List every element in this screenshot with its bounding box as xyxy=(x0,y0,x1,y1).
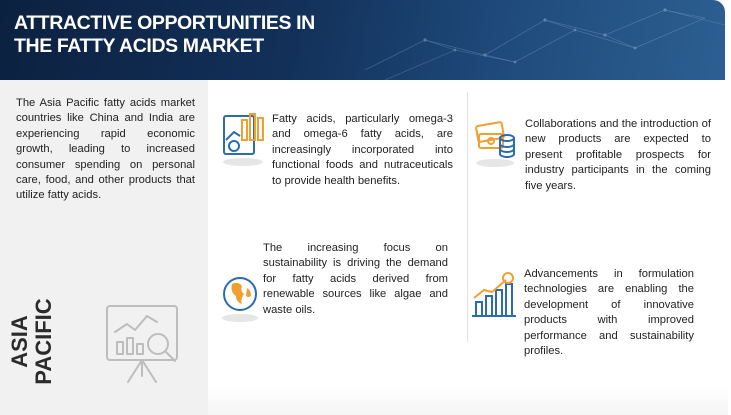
region-label-text: ASIA PACIFIC xyxy=(7,298,56,385)
globe-icon xyxy=(219,272,261,324)
money-stack-icon xyxy=(473,116,517,168)
card-text: Collaborations and the introduction of new products are expected to present profitable prospects for industry participants in the coming five years. xyxy=(525,118,711,192)
banner-decoration xyxy=(365,0,725,80)
card-text: The increasing focus on sustainability is driving the demand for fatty acids derived from renewable sources like algae and waste oils. xyxy=(263,242,448,316)
card-text: Fatty acids, particularly omega-3 and omega-6 fatty acids, are increasingly incorporated into functional foods and nutraceuticals to provide health benefits. xyxy=(272,113,453,187)
region-description: The Asia Pacific fatty acids market countries like China and India are experiencing rapid economic growth, leading to increased consumer spending on personal care, food, and other products that utilize fatty acids. xyxy=(16,97,195,202)
column-divider xyxy=(467,92,468,342)
page-title: ATTRACTIVE OPPORTUNITIES IN THE FATTY ACIDS MARKET xyxy=(14,12,315,57)
presentation-board-icon xyxy=(103,302,187,386)
card-text: Advancements in formulation technologies are enabling the development of innovative products with improved performance and sustainability profiles. xyxy=(524,268,694,358)
rising-bars-icon xyxy=(470,272,518,322)
bottom-fade xyxy=(208,385,728,415)
region-label xyxy=(8,294,78,384)
region-panel xyxy=(0,80,208,415)
growth-chart-icon xyxy=(220,110,266,168)
header-banner xyxy=(0,0,725,80)
